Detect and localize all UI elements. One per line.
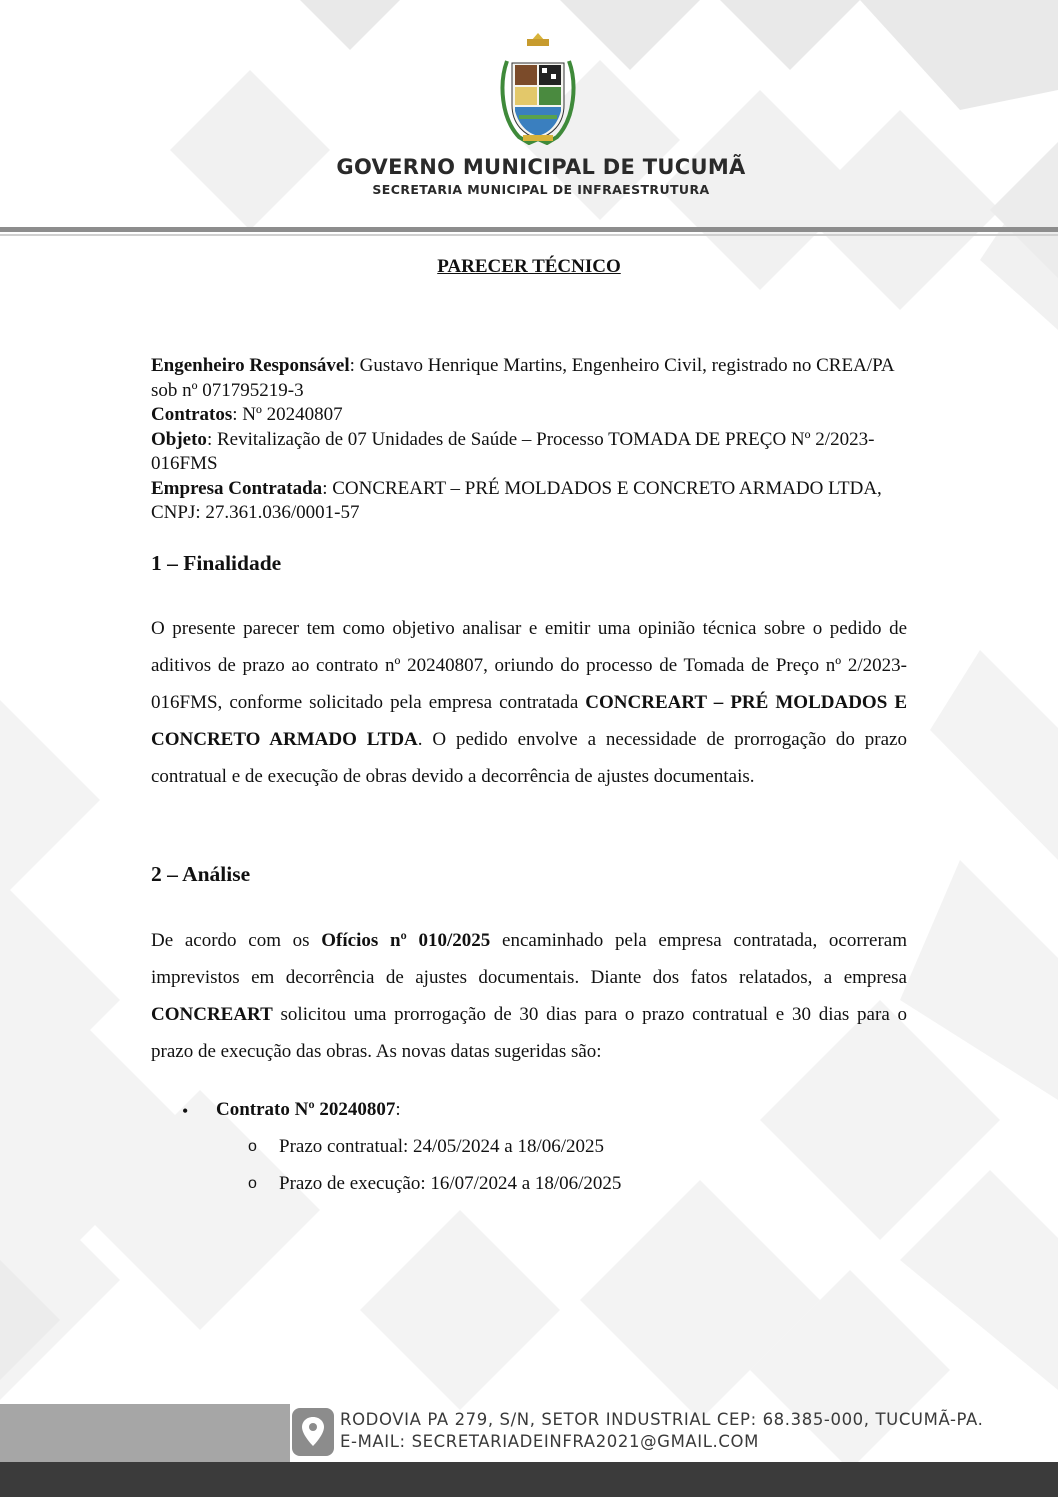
- analise-oficio-number: Ofícios nº 010/2025: [321, 930, 491, 951]
- section-analise-text: [151, 922, 907, 1070]
- engineer-label: Engenheiro Responsável: [151, 355, 350, 376]
- finalidade-text-a: O presente parecer tem como objetivo analisar e emitir uma opinião técnica sobre o pedido de aditivos de prazo ao contrato nº 20240807, oriundo do processo de Tomada de Preço nº 2/2023-016FMS, conforme solicitado pela empresa contratada: [151, 618, 907, 713]
- contracts-label: Contratos: [151, 404, 233, 425]
- object-line: [151, 428, 911, 477]
- analise-text-a: De acordo com os: [151, 930, 322, 951]
- finalidade-text-b: . O pedido envolve a necessidade de prorrogação do prazo contratual e de execução de obras devido a decorrência de ajustes documentais.: [151, 729, 907, 787]
- section-heading-analise: 2 – Análise: [151, 862, 251, 886]
- location-pin-icon: [292, 1408, 334, 1456]
- bullet-icon: •: [182, 1101, 189, 1121]
- municipal-crest-logo: [499, 33, 577, 145]
- government-title: GOVERNO MUNICIPAL DE TUCUMÃ: [336, 155, 746, 179]
- contract-label-line: [216, 1099, 401, 1121]
- secretariat-subtitle: SECRETARIA MUNICIPAL DE INFRAESTRUTURA: [372, 182, 710, 197]
- company-label: Empresa Contratada: [151, 477, 323, 499]
- sub-bullet-icon: o: [248, 1175, 257, 1192]
- contract-label: Contrato Nº 20240807: [216, 1099, 396, 1120]
- company-line: [151, 477, 911, 526]
- section-finalidade-text: [151, 610, 907, 795]
- section-heading-finalidade: 1 – Finalidade: [151, 551, 282, 575]
- footer-dark-band: [0, 1462, 1058, 1497]
- list-item: [151, 1173, 911, 1210]
- header-divider: [0, 227, 1058, 232]
- engineer-line: [151, 354, 911, 403]
- contract-dates-list: [151, 1099, 911, 1210]
- footer-address: RODOVIA PA 279, S/N, SETOR INDUSTRIAL CEP: 68.385-000, TUCUMÃ-PA.: [340, 1410, 984, 1429]
- object-value: : Revitalização de 07 Unidades de Saúde – Processo TOMADA DE PREÇO Nº 2/2023-016FMS: [151, 428, 875, 474]
- footer-email: E-MAIL: SECRETARIADEINFRA2021@GMAIL.COM: [340, 1432, 759, 1451]
- document-title: PARECER TÉCNICO: [437, 256, 621, 277]
- contract-term-dates: Prazo contratual: 24/05/2024 a 18/06/2025: [279, 1136, 605, 1157]
- contracts-line: [151, 403, 911, 428]
- list-item: [151, 1099, 911, 1136]
- document-metadata: [151, 354, 911, 526]
- analise-text-c: solicitou uma prorrogação de 30 dias para o prazo contratual e 30 dias para o prazo de execução das obras. As novas datas sugeridas são:: [151, 1004, 907, 1062]
- finalidade-company-name: CONCREART – PRÉ MOLDADOS E CONCRETO ARMADO LTDA: [151, 692, 907, 750]
- sub-bullet-icon: o: [248, 1138, 257, 1155]
- analise-company-name: CONCREART: [151, 1004, 273, 1025]
- footer-gray-band: [0, 1404, 290, 1464]
- list-item: [151, 1136, 911, 1173]
- contract-label-suffix: :: [395, 1099, 401, 1120]
- company-value: : CONCREART – PRÉ MOLDADOS E CONCRETO ARMADO LTDA, CNPJ: 27.361.036/0001-57: [151, 477, 882, 523]
- analise-text-b: encaminhado pela empresa contratada, ocorreram imprevistos em decorrência de ajustes documentais. Diante dos fatos relatados, a empresa: [151, 930, 907, 988]
- engineer-value: : Gustavo Henrique Martins, Engenheiro Civil, registrado no CREA/PA sob nº 071795219-3: [151, 355, 894, 401]
- object-label: Objeto: [151, 428, 207, 450]
- contracts-value: : Nº 20240807: [232, 404, 343, 425]
- execution-term-dates: Prazo de execução: 16/07/2024 a 18/06/2025: [279, 1173, 622, 1194]
- header-divider-light: [0, 234, 1058, 236]
